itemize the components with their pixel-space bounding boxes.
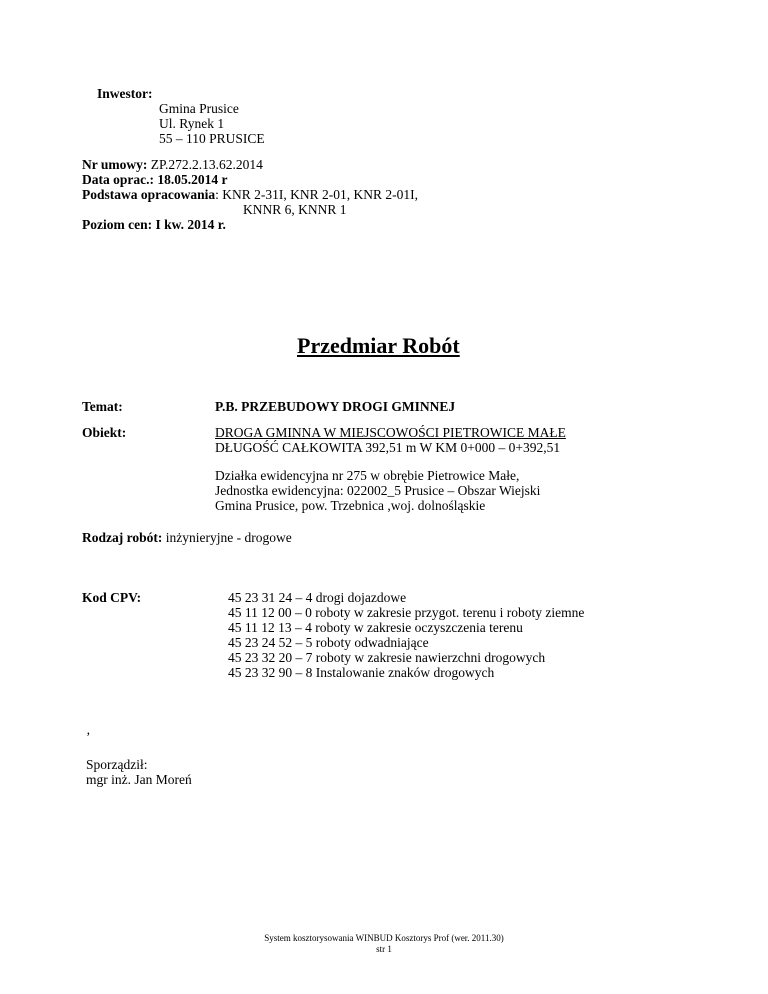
investor-label: Inwestor: xyxy=(97,86,153,101)
footer-page-number: str 1 xyxy=(376,944,392,954)
parcel-info xyxy=(215,468,540,513)
works-type-label: Rodzaj robót: xyxy=(82,530,163,545)
basis-label: Podstawa opracowania xyxy=(82,187,216,202)
prepared-by-label: Sporządził: xyxy=(86,757,148,772)
basis-value: : KNR 2-31I, KNR 2-01, KNR 2-01I, xyxy=(215,187,419,202)
cpv-label: Kod CPV: xyxy=(82,590,142,605)
meta-block xyxy=(82,157,418,232)
cpv-item: 45 23 24 52 – 5 roboty odwadniające xyxy=(228,635,429,650)
object-label: Obiekt: xyxy=(82,425,127,440)
investor-address xyxy=(159,101,265,146)
investor-city: 55 – 110 PRUSICE xyxy=(159,131,265,146)
basis-value-cont: KNNR 6, KNNR 1 xyxy=(243,202,347,217)
parcel-line: Gmina Prusice, pow. Trzebnica ,woj. dolnośląskie xyxy=(215,498,486,513)
cpv-item: 45 23 31 24 – 4 drogi dojazdowe xyxy=(228,590,407,605)
works-type-value: inżynieryjne - drogowe xyxy=(162,530,292,545)
investor-street: Ul. Rynek 1 xyxy=(159,116,225,131)
cpv-list xyxy=(228,590,584,680)
contract-row xyxy=(82,157,418,172)
contract-label: Nr umowy: xyxy=(82,157,148,172)
cpv-item: 45 23 32 20 – 7 roboty w zakresie nawierzchni drogowych xyxy=(228,650,546,665)
object-value xyxy=(215,425,566,455)
works-type-row xyxy=(82,530,292,545)
parcel-line: Jednostka ewidencyjna: 022002_5 Prusice – Obszar Wiejski xyxy=(215,483,541,498)
prepared-by xyxy=(86,757,192,787)
footer-software: System kosztorysowania WINBUD Kosztorys Prof (wer. 2011.30) xyxy=(264,933,504,943)
investor-name: Gmina Prusice xyxy=(159,101,239,116)
cpv-item: 45 11 12 00 – 0 roboty w zakresie przygot. terenu i roboty ziemne xyxy=(228,605,585,620)
date-row: Data oprac.: 18.05.2014 r xyxy=(82,172,228,187)
stray-mark: ‚ xyxy=(86,722,91,737)
object-road: DROGA GMINNA W MIEJSCOWOŚCI PIETROWICE MAŁE xyxy=(215,425,566,440)
page-title: Przedmiar Robót xyxy=(297,333,460,358)
cpv-item: 45 11 12 13 – 4 roboty w zakresie oczyszczenia terenu xyxy=(228,620,523,635)
page-footer xyxy=(0,933,768,955)
object-length: DŁUGOŚĆ CAŁKOWITA 392,51 m W KM 0+000 – 0+392,51 xyxy=(215,440,561,455)
subject-label: Temat: xyxy=(82,399,123,414)
basis-row xyxy=(82,187,418,202)
parcel-line: Działka ewidencyjna nr 275 w obrębie Pietrowice Małe, xyxy=(215,468,520,483)
subject-value: P.B. PRZEBUDOWY DROGI GMINNEJ xyxy=(215,399,456,414)
price-level: Poziom cen: I kw. 2014 r. xyxy=(82,217,226,232)
contract-value: ZP.272.2.13.62.2014 xyxy=(147,157,263,172)
prepared-by-name: mgr inż. Jan Moreń xyxy=(86,772,192,787)
cpv-item: 45 23 32 90 – 8 Instalowanie znaków drogowych xyxy=(228,665,495,680)
